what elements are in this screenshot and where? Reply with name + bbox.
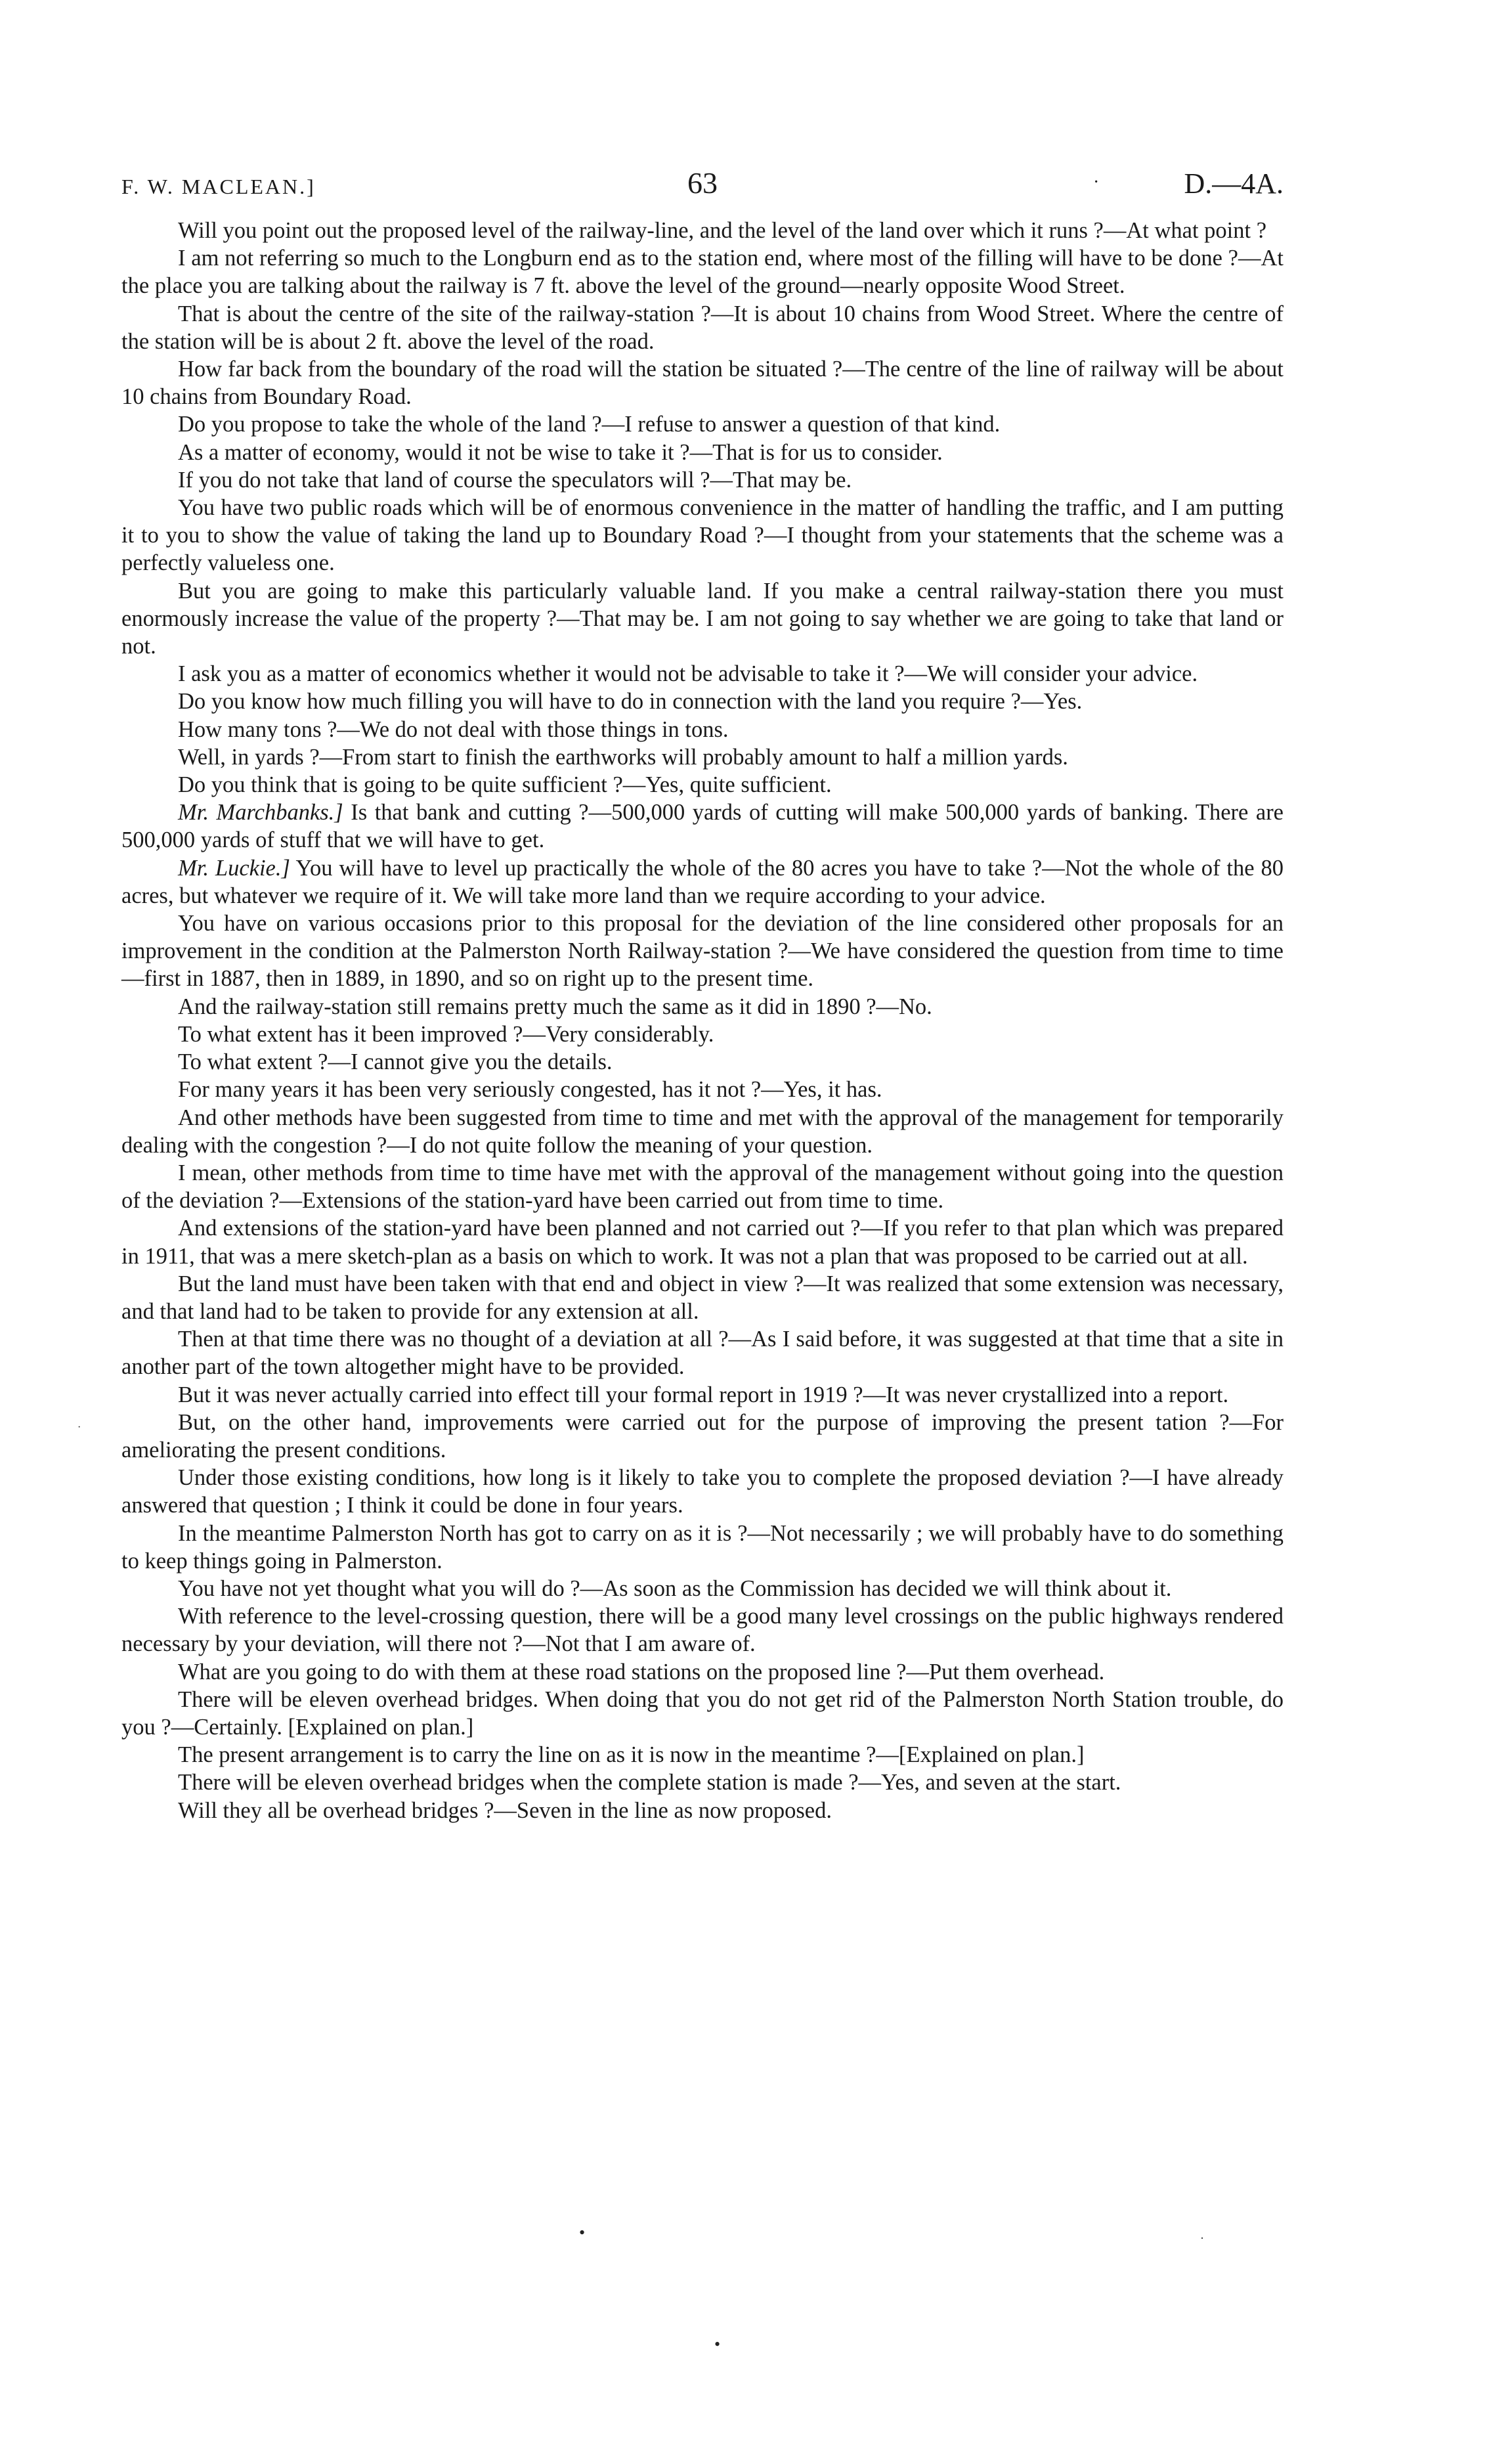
paragraph: I mean, other methods from time to time have met with the approval of the management without going into the question of the deviation ?—Extensions of the station-yard have been carried out from time to time.: [121, 1160, 1284, 1214]
paragraph: The present arrangement is to carry the line on as it is now in the meantime ?—[Explained on plan.]: [178, 1742, 1085, 1768]
paragraph: There will be eleven overhead bridges when the complete station is made ?—Yes, and seven at the start.: [178, 1770, 1121, 1795]
paragraph: Under those existing conditions, how long is it likely to take you to complete the proposed deviation ?—I have already answered that question ; I think it could be done in four years.: [121, 1465, 1284, 1518]
paragraph: How many tons ?—We do not deal with those things in tons.: [178, 716, 729, 742]
paragraph: Do you know how much filling you will have to do in connection with the land you require ?—Yes.: [178, 689, 1083, 715]
paragraph: Mr. Marchbanks.] Is that bank and cutting ?—500,000 yards of cutting will make 500,000 yards of banking. There are 500,000 yards of stuff that we will have to get.: [121, 800, 1284, 853]
paragraph: Mr. Luckie.] You will have to level up practically the whole of the 80 acres you have to take ?—Not the whole of the 80 acres, but whatever we require of it. We will take more land than we require according to your advice.: [121, 855, 1284, 908]
paragraph: Well, in yards ?—From start to finish the earthworks will probably amount to half a million yards.: [178, 744, 1068, 770]
paragraph: For many years it has been very seriously congested, has it not ?—Yes, it has.: [178, 1077, 882, 1103]
paragraph: To what extent ?—I cannot give you the details.: [178, 1049, 613, 1075]
paragraph: That is about the centre of the site of the railway-station ?—It is about 10 chains from Wood Street. Where the centre of the station will be is about 2 ft. above the level of the road.: [121, 301, 1284, 354]
paragraph: You have not yet thought what you will do ?—As soon as the Commission has decided we will think about it.: [178, 1575, 1172, 1601]
stray-dot: ·: [77, 1422, 81, 1433]
paragraph: Then at that time there was no thought of a deviation at all ?—As I said before, it was suggested at that time that a site in another part of the town altogether might have to be provided.: [121, 1327, 1284, 1380]
paragraph: How far back from the boundary of the road will the station be situated ?—The centre of the line of railway will be about 10 chains from Boundary Road.: [121, 357, 1284, 410]
paragraph: If you do not take that land of course the speculators will ?—That may be.: [178, 467, 852, 493]
paragraph: In the meantime Palmerston North has got to carry on as it is ?—Not necessarily ; we will probably have to do something to keep things going in Palmerston.: [121, 1520, 1284, 1574]
paragraph: But the land must have been taken with that end and object in view ?—It was realized that some extension was necessary, and that land had to be taken to provide for any extension at all.: [121, 1271, 1284, 1324]
paragraph: What are you going to do with them at these road stations on the proposed line ?—Put them overhead.: [178, 1659, 1105, 1684]
page-number: 63: [687, 166, 718, 200]
header-witness-name: F. W. MACLEAN.]: [121, 175, 316, 198]
bullet-mark: •: [714, 2335, 721, 2354]
speaker-name: Mr. Luckie.]: [178, 855, 290, 881]
stray-dot: ·: [1200, 2232, 1204, 2245]
paragraph: With reference to the level-crossing question, there will be a good many level crossings on the public highways rendered necessary by your deviation, will there not ?—Not that I am aware of.: [121, 1604, 1284, 1657]
paragraph: There will be eleven overhead bridges. When doing that you do not get rid of the Palmerston North Station trouble, do you ?—Certainly. [Explained on plan.]: [121, 1686, 1284, 1740]
paragraph: And extensions of the station-yard have been planned and not carried out ?—If you refer to that plan which was prepared in 1911, that was a mere sketch-plan as a basis on which to work. It was not a plan that was proposed to be carried out at all.: [121, 1216, 1284, 1269]
paragraph: As a matter of economy, would it not be wise to take it ?—That is for us to consider.: [178, 439, 943, 465]
paragraph: To what extent has it been improved ?—Very considerably.: [178, 1021, 714, 1047]
header-dot: ·: [1093, 172, 1100, 192]
paragraph: But you are going to make this particularly valuable land. If you make a central railway-station there you must enormously increase the value of the property ?—That may be. I am not going to say whether we are going to take that land or not.: [121, 578, 1284, 659]
bullet-mark: •: [579, 2223, 586, 2242]
paragraph: And other methods have been suggested from time to time and met with the approval of the management for temporarily dealing with the congestion ?—I do not quite follow the meaning of your question.: [121, 1105, 1284, 1158]
paragraph: I ask you as a matter of economics whether it would not be advisable to take it ?—We will consider your advice.: [178, 661, 1198, 687]
paragraph: Do you think that is going to be quite sufficient ?—Yes, quite sufficient.: [178, 772, 832, 798]
paragraph: But, on the other hand, improvements were carried out for the purpose of improving the present tation ?—For ameliorating the present conditions.: [121, 1409, 1284, 1463]
paragraph: But it was never actually carried into effect till your formal report in 1919 ?—It was never crystallized into a report.: [178, 1382, 1229, 1407]
paragraph: You have on various occasions prior to this proposal for the deviation of the line considered other proposals for an improvement in the condition at the Palmerston North Railway-station ?—We have considered the question from time to time—first in 1887, then in 1889, in 1890, and so on right up to the present time.: [121, 911, 1284, 992]
speaker-name: Mr. Marchbanks.]: [178, 800, 343, 825]
page-header: [121, 158, 1284, 217]
paragraph: Will they all be overhead bridges ?—Seven in the line as now proposed.: [178, 1797, 832, 1823]
document-reference: D.—4A.: [1184, 167, 1284, 200]
paragraph: I am not referring so much to the Longburn end as to the station end, where most of the filling will have to be done ?—At the place you are talking about the railway is 7 ft. above the level of the ground—nearly opposite Wood Street.: [121, 246, 1284, 299]
testimony-body: [121, 217, 1284, 1824]
paragraph: Will you point out the proposed level of the railway-line, and the level of the land over which it runs ?—At what point ?: [178, 218, 1267, 243]
document-page: [121, 158, 1284, 1824]
paragraph: And the railway-station still remains pretty much the same as it did in 1890 ?—No.: [178, 994, 932, 1019]
paragraph: You have two public roads which will be of enormous convenience in the matter of handling the traffic, and I am putting it to you to show the value of taking the land up to Boundary Road ?—I thought from your statements that the scheme was a perfectly valueless one.: [121, 495, 1284, 576]
paragraph: Do you propose to take the whole of the land ?—I refuse to answer a question of that kind.: [178, 412, 1001, 437]
